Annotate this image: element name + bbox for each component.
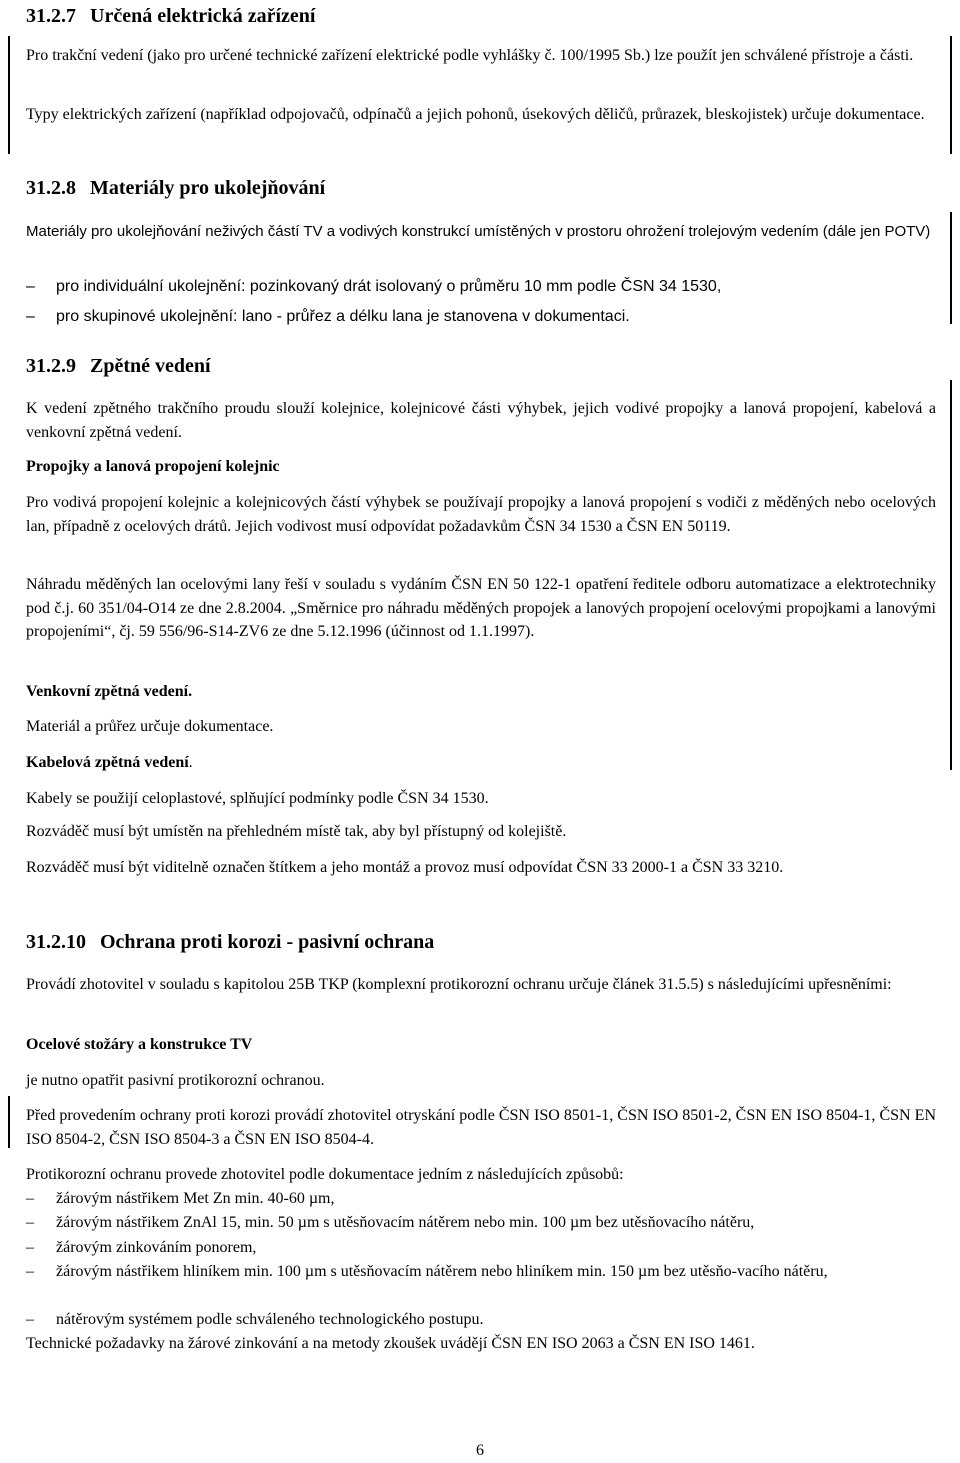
paragraph: Náhradu měděných lan ocelovými lany řeší v souladu s vydáním ČSN EN 50 122-1 opatření ředitele odboru automatizace a elektrotechniky pod č.j. 60 351/04-O14 ze dne 2.8.2004. „Směrnice pro náhradu měděných propojek a lanových propojení ocelovými propojkami a lanovými propojeními“, čj. 59 556/96-S14-ZV6 ze dne 5.12.1996 (účinnost od 1.1.1997).: [26, 576, 936, 640]
section-title: Určená elektrická zařízení: [90, 5, 316, 27]
list-dash: –: [26, 1311, 34, 1328]
section-number: 31.2.8: [26, 177, 76, 199]
revision-bar-right: [950, 212, 952, 324]
section-title: Materiály pro ukolejňování: [90, 177, 326, 199]
paragraph: je nutno opatřit pasivní protikorozní ochranou.: [26, 1072, 325, 1089]
list-dash: –: [26, 1214, 34, 1231]
list-dash: –: [26, 1190, 34, 1207]
paragraph: Pro trakční vedení (jako pro určené technické zařízení elektrické podle vyhlášky č. 100/1995 Sb.) lze použít jen schválené přístroje a části.: [26, 47, 914, 64]
paragraph: Pro vodivá propojení kolejnic a kolejnicových částí výhybek se používají propojky a lanová propojení s vodiči z měděných nebo ocelových lan, případně z ocelových drátů. Jejich vodivost musí odpovídat požadavkům ČSN 34 1530 a ČSN EN 50119.: [26, 494, 936, 535]
paragraph: Kabely se použijí celoplastové, splňující podmínky podle ČSN 34 1530.: [26, 790, 489, 807]
subheading: Kabelová zpětná vedení: [26, 754, 189, 771]
revision-bar-left: [8, 1096, 10, 1148]
list-item-text: žárovým zinkováním ponorem,: [56, 1239, 257, 1256]
list-dash: –: [26, 278, 35, 295]
section-title: Zpětné vedení: [90, 355, 211, 377]
paragraph: Rozváděč musí být umístěn na přehledném místě tak, aby byl přístupný od kolejiště.: [26, 823, 567, 840]
section-heading-31-2-8: [26, 176, 325, 200]
list-item-text: nátěrovým systémem podle schváleného technologického postupu.: [56, 1311, 484, 1328]
revision-bar-right: [950, 36, 952, 154]
paragraph: Protikorozní ochranu provede zhotovitel podle dokumentace jedním z následujících způsobů:: [26, 1166, 624, 1183]
section-number: 31.2.7: [26, 5, 76, 27]
paragraph: Typy elektrických zařízení (například odpojovačů, odpínačů a jejich pohonů, úsekových děličů, průrazek, bleskojistek) určuje dokumentace.: [26, 106, 925, 123]
subheading: Venkovní zpětná vedení.: [26, 683, 193, 700]
list-dash: –: [26, 1239, 34, 1256]
section-heading-31-2-10: [26, 930, 434, 954]
list-dash: –: [26, 308, 35, 325]
paragraph: Před provedením ochrany proti korozi provádí zhotovitel otryskání podle ČSN ISO 8501-1, ČSN ISO 8501-2, ČSN EN ISO 8504-1, ČSN EN ISO 8504-2, ČSN ISO 8504-3 a ČSN EN ISO 8504-4.: [26, 1107, 936, 1148]
section-heading-31-2-7: [26, 4, 315, 28]
section-title: Ochrana proti korozi - pasivní ochrana: [100, 931, 435, 953]
list-item-text: žárovým nástřikem ZnAl 15, min. 50 µm s utěsňovacím nátěrem nebo min. 100 µm bez utěsňovacího nátěru,: [56, 1214, 755, 1231]
paragraph: Materiál a průřez určuje dokumentace.: [26, 718, 274, 735]
list-item-text: žárovým nástřikem Met Zn min. 40-60 µm,: [56, 1190, 335, 1207]
paragraph: Technické požadavky na žárové zinkování a na metody zkoušek uvádějí ČSN EN ISO 2063 a ČSN EN ISO 1461.: [26, 1335, 755, 1352]
page-number: 6: [476, 1442, 484, 1459]
paragraph: K vedení zpětného trakčního proudu slouží kolejnice, kolejnicové části výhybek, jejich vodivé propojky a lanová propojení, kabelová a venkovní zpětná vedení.: [26, 400, 936, 441]
paragraph: Rozváděč musí být viditelně označen štítkem a jeho montáž a provoz musí odpovídat ČSN 33 2000-1 a ČSN 33 3210.: [26, 859, 784, 876]
section-number: 31.2.9: [26, 355, 76, 377]
paragraph: Provádí zhotovitel v souladu s kapitolou 25B TKP (komplexní protikorozní ochranu určuje článek 31.5.5) s následujícími upřesněními:: [26, 976, 892, 993]
revision-bar-left: [8, 36, 10, 154]
section-heading-31-2-9: [26, 354, 211, 378]
revision-bar-right: [950, 380, 952, 770]
subheading-line: [26, 751, 936, 775]
subheading: Ocelové stožáry a konstrukce TV: [26, 1036, 253, 1053]
list-item-text: pro individuální ukolejnění: pozinkovaný drát isolovaný o průměru 10 mm podle ČSN 34 1530,: [56, 278, 722, 295]
subheading: Propojky a lanová propojení kolejnic: [26, 458, 280, 475]
section-number: 31.2.10: [26, 931, 86, 953]
paragraph: Materiály pro ukolejňování neživých částí TV a vodivých konstrukcí umístěných v prostoru ohrožení trolejovým vedením (dále jen POTV): [26, 223, 931, 240]
subheading-tail: .: [188, 754, 193, 771]
list-item-text: žárovým nástřikem hliníkem min. 100 µm s utěsňovacím nátěrem nebo hliníkem min. 150 µm bez utěsňo-vacího nátěru,: [56, 1263, 828, 1280]
list-item-text: pro skupinové ukolejnění: lano - průřez a délku lana je stanovena v dokumentaci.: [56, 308, 630, 325]
list-dash: –: [26, 1263, 34, 1280]
